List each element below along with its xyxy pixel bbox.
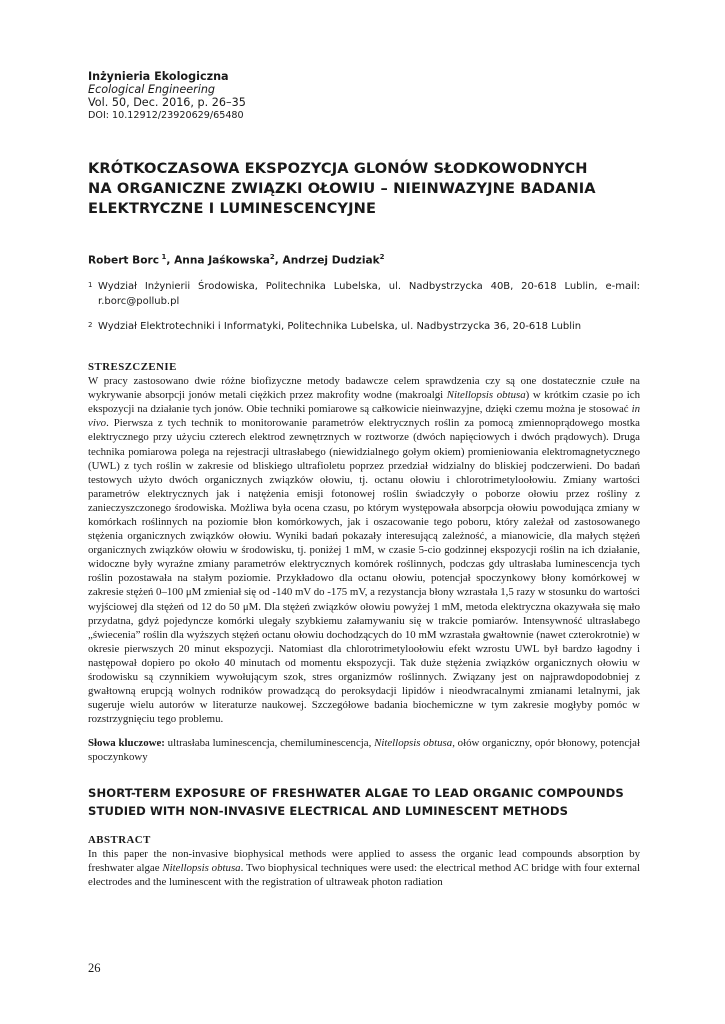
article-page — [88, 70, 640, 889]
author-2-affiliation: 2 — [269, 253, 275, 261]
keywords-label: Słowa kluczowe: — [88, 737, 165, 750]
abstract-pl-text-1: W pracy zastosowano dwie różne biofizyczne metody badawcze celem sprawdzenia czy są one dostatecznie czułe na wykrywanie absorpcji jonów metali ciężkich przez makrofity wodne (makroalgi — [88, 375, 640, 402]
journal-name-pl: Inżynieria Ekologiczna — [88, 70, 229, 83]
keywords-text-1: ultrasłaba luminescencja, chemiluminescencja, — [164, 737, 375, 750]
keywords — [88, 736, 640, 764]
abstract-pl-species: Nitellopsis obtusa — [446, 389, 526, 402]
affiliation-2-text: Wydział Elektrotechniki i Informatyki, Politechnika Lubelska, ul. Nadbystrzycka 36, 20-618 Lublin — [98, 320, 582, 332]
journal-header — [88, 70, 640, 122]
title-en-line-1: SHORT-TERM EXPOSURE OF FRESHWATER ALGAE TO LEAD ORGANIC COMPOUNDS — [88, 785, 624, 800]
abstract-en-heading: ABSTRACT — [88, 833, 151, 846]
abstract-en-body — [88, 847, 640, 889]
abstract-pl-invivo: in vivo — [88, 403, 640, 430]
title-line-3: ELEKTRYCZNE I LUMINESCENCYJNE — [88, 200, 377, 217]
page-number: 26 — [88, 961, 101, 975]
abstract-pl-body — [88, 374, 640, 726]
abstract-pl-text-2: ) w krótkim czasie po ich ekspozycji na działanie tych jonów. Obie techniki pomiarowe są całkowicie nieinwazyjne, dzięki czemu można je stosować — [88, 389, 640, 416]
journal-volume: Vol. 50, Dec. 2016, p. 26–35 — [88, 96, 246, 109]
affiliation-2 — [88, 319, 640, 335]
affiliation-1-text: Wydział Inżynierii Środowiska, Politechnika Lubelska, ul. Nadbystrzycka 40B, 20-618 Lublin, e-mail: r.borc@pollub.pl — [98, 280, 640, 308]
author-3-affiliation: 2 — [379, 253, 385, 261]
abstract-pl-text-3: . Pierwsza z tych technik to monitorowanie parametrów elektrycznych roślin za pomocą zmiennoprądowego mostka elektrycznego przy użyciu czterech elektrod zewnętrznych w roztworze (dwóch napięciowych i dwóch prądowych). Druga technika pomiarowa polega na rejestracji ultrasłabego (niewidzialnego gołym okiem) promieniowania elektromagnetycznego (UWL) z tych roślin w zakresie od bliskiego ultrafioletu poprzez przedział widzialny do bliskiej podczerwieni. Do badań testowych użyto dwóch organicznych związków ołowiu, tj. octanu ołowiu i chlorotrimetyloołowiu. Zmiany wartości parametrów elektrycznych jak i natężenia emisji fotonowej roślin świadczyły o poborze ołowiu przez rośliny z zanieczyszczonego środowiska. Możliwa była ocena czasu, po którym występowała absorpcja ołowiu powodująca zmiany w komórkach roślinnych na poziomie błon komórkowych, jak i oszacowanie tego poboru, który zależał od zastosowanego stężenia organicznych związków ołowiu. Wyniki badań pokazały interesującą zależność, a mianowicie, dla małych stężeń organicznych związków ołowiu w środowisku, tj. poniżej 1 mM, w czasie 5-cio godzinnej ekspozycji roślin na ich działanie, widoczne były wyraźne zmiany parametrów elektrycznych komórek roślinnych, podczas gdy ultrasłaba luminescencja tych roślin pozostawała na stałym poziomie. Przykładowo dla octanu ołowiu, potencjał spoczynkowy błony komórkowej w zakresie stężeń 0–100 μM zmieniał się od -140 mV do -175 mV, a rezystancja błony wzrastała 1,5 razy w stosunku do wartości wyjściowej dla stężeń od 12 do 50 μM. Dla stężeń związków ołowiu powyżej 1 mM, metoda elektryczna okazywała się mało przydatna, gdyż pojedyncze komórki ulegały szybkiemu załamywaniu się w trakcie pomiarów. Intensywność ultrasłabego „świecenia” roślin dla wyższych stężeń octanu ołowiu dochodzących do 10 mM wzrastała gwałtownie (nawet czterokrotnie) w okresie pierwszych 20 minut ekspozycji. Natomiast dla chlorotrimetyloołowiu efekt wzrostu UWL był bardzo łagodny i następował dopiero po około 40 minutach od momentu ekspozycji. Tak duże stężenia związków organicznych ołowiu w środowisku są czynnikiem wywołującym szok, stres organizmów roślinnych. Związany jest on najprawdopodobniej z gwałtowną erupcją wolnych rodników prowadzącą do peroksydacji lipidów i nieodwracalnymi zmianami letalnymi, jak sugeruje wielu autorów w literaturze naukowej. Szczegółowe badania biochemiczne w tym zakresie mogłyby pomóc w rozstrzygnięciu tego problemu. — [88, 417, 640, 726]
author-3: , Andrzej Dudziak — [274, 254, 380, 267]
keywords-species: Nitellopsis obtusa — [374, 737, 453, 750]
title-line-1: KRÓTKOCZASOWA EKSPOZYCJA GLONÓW SŁODKOWODNYCH — [88, 160, 588, 177]
article-title-en — [88, 784, 640, 820]
author-1-affiliation: 1 — [159, 253, 167, 261]
keywords-text-2: , ołów organiczny, opór błonowy, potencjał spoczynkowy — [88, 737, 641, 764]
affiliation-2-number: 2 — [88, 320, 93, 329]
affiliation-1-number: 1 — [88, 280, 93, 289]
author-1: Robert Borc — [88, 254, 160, 267]
abstract-pl-heading: STRESZCZENIE — [88, 361, 177, 374]
author-2: , Anna Jaśkowska — [166, 254, 270, 267]
title-en-line-2: STUDIED WITH NON-INVASIVE ELECTRICAL AND LUMINESCENT METHODS — [88, 803, 569, 818]
title-line-2: NA ORGANICZNE ZWIĄZKI OŁOWIU – NIEINWAZYJNE BADANIA — [88, 180, 596, 197]
author-list — [88, 250, 640, 268]
affiliation-1 — [88, 279, 640, 310]
abstract-en-species: Nitellopsis obtusa — [162, 861, 241, 874]
article-title — [88, 159, 640, 219]
journal-doi: DOI: 10.12912/23920629/65480 — [88, 110, 244, 121]
abstract-en-text-1: In this paper the non-invasive biophysical methods were applied to assess the organic lead compounds absorption by freshwater algae — [88, 847, 640, 874]
journal-name-en: Ecological Engineering — [88, 83, 216, 96]
abstract-en-text-2: . Two biophysical techniques were used: the electrical method AC bridge with four external electrodes and the luminescent with the registration of ultraweak photon radiation — [88, 861, 640, 888]
